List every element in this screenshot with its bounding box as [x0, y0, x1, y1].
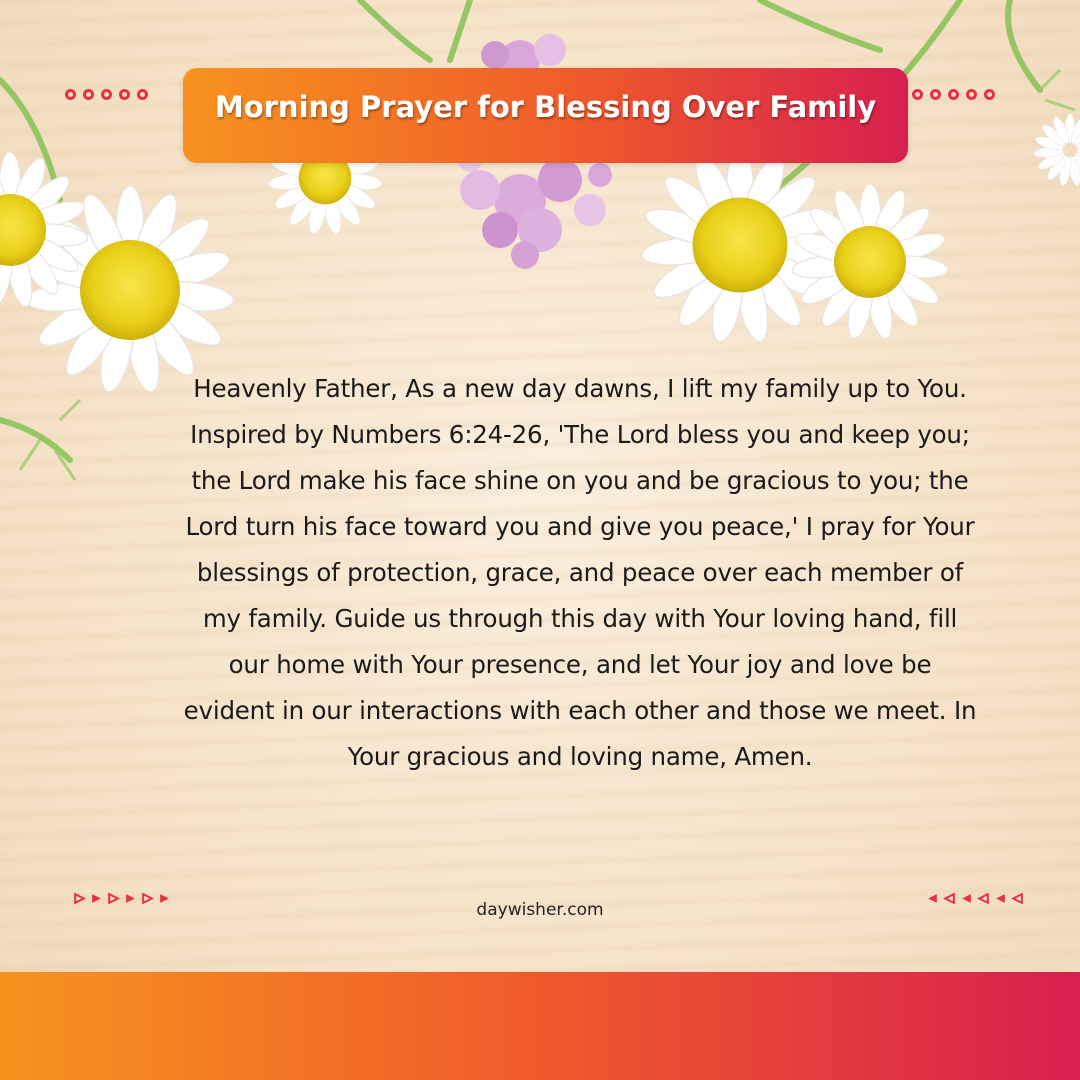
- ring-icon: [948, 89, 959, 100]
- left-ring-ornament: [65, 89, 148, 100]
- left-arrows-icon: [926, 892, 1024, 905]
- ring-icon: [137, 89, 148, 100]
- ring-icon: [119, 89, 130, 100]
- bottom-gradient-bar: [0, 972, 1080, 1080]
- ring-icon: [65, 89, 76, 100]
- site-url: daywisher.com: [476, 900, 604, 920]
- right-ring-ornament: [912, 89, 995, 100]
- right-arrows-icon: [73, 892, 171, 905]
- ring-icon: [83, 89, 94, 100]
- ring-icon: [966, 89, 977, 100]
- ring-icon: [930, 89, 941, 100]
- ring-icon: [984, 89, 995, 100]
- prayer-text: Heavenly Father, As a new day dawns, I lift my family up to You. Inspired by Numbers 6:24-26, 'The Lord bless you and keep you; the Lord make his face shine on you and be gracious to you; the Lord turn his face toward you and give you peace,' I pray for Your blessings of protection, grace, and peace over each member of my family. Guide us through this day with Your loving hand, fill our home with Your presence, and let Your joy and love be evident in our interactions with each other and those we meet. In Your gracious and loving name, Amen.: [183, 374, 977, 771]
- page-title: Morning Prayer for Blessing Over Family: [214, 89, 877, 124]
- title-banner: [183, 68, 908, 163]
- ring-icon: [101, 89, 112, 100]
- ring-icon: [912, 89, 923, 100]
